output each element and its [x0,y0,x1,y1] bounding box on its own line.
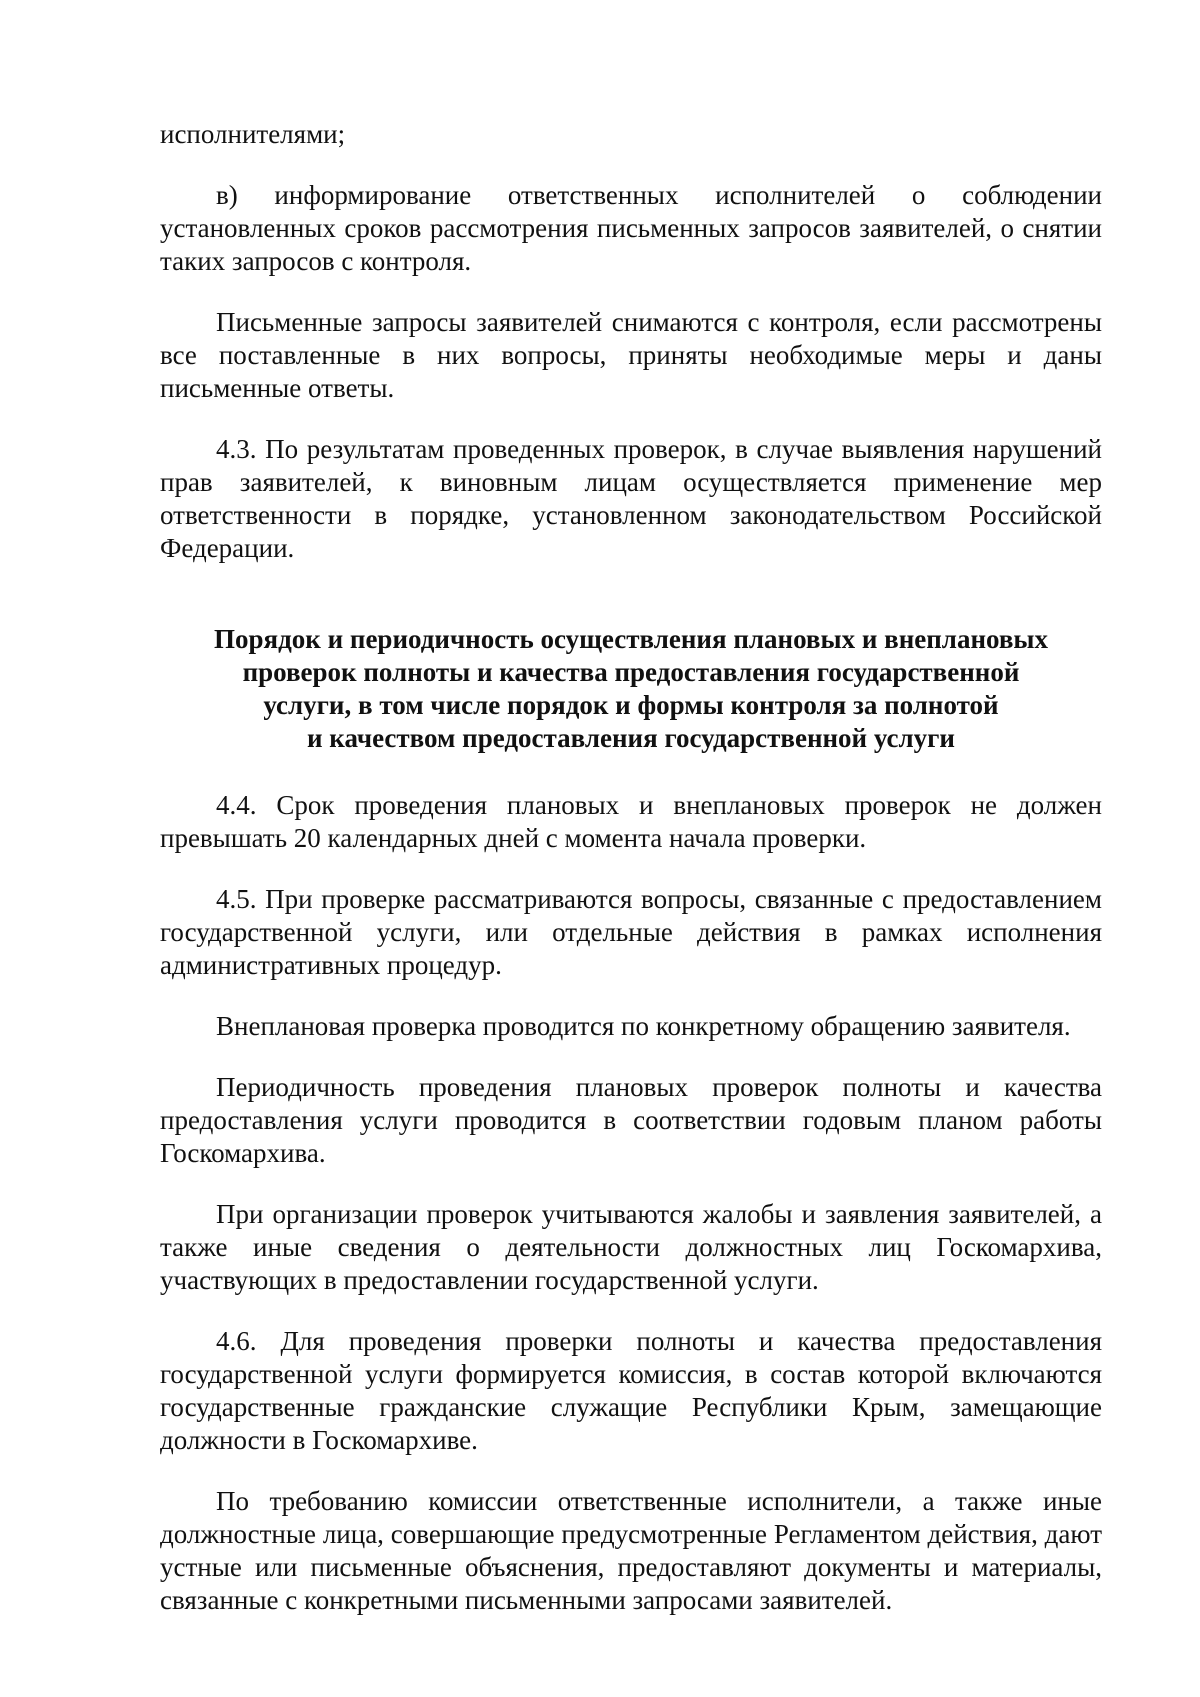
paragraph-periodicity: Периодичность проведения плановых проверок полноты и качества предоставления услуги проводится в соответствии годовым планом работы Госкомархива. [160,1072,1102,1168]
paragraph-4-3: 4.3. По результатам проведенных проверок, в случае выявления нарушений прав заявителей, к виновным лицам осуществляется применение мер ответственности в порядке, установленном законодательством Российской Федерации. [160,434,1102,563]
paragraph-removal-from-control: Письменные запросы заявителей снимаются с контроля, если рассмотрены все поставленные в них вопросы, приняты необходимые меры и даны письменные ответы. [160,307,1102,403]
paragraph-4-4: 4.4. Срок проведения плановых и внеплановых проверок не должен превышать 20 календарных дней с момента начала проверки. [160,790,1102,853]
document-body [160,118,1102,1645]
paragraph-commission-request: По требованию комиссии ответственные исполнители, а также иные должностные лица, совершающие предусмотренные Регламентом действия, дают устные или письменные объяснения, предоставляют документы и материалы, связанные с конкретными письменными запросами заявителей. [160,1486,1102,1615]
paragraph-unscheduled-check: Внеплановая проверка проводится по конкретному обращению заявителя. [216,1011,1071,1041]
heading-line: услуги, в том числе порядок и формы контроля за полнотой [263,690,999,720]
paragraph-continuation: исполнителями; [160,119,346,149]
paragraph-complaints: При организации проверок учитываются жалобы и заявления заявителей, а также иные сведения о деятельности должностных лиц Госкомархива, участвующих в предоставлении государственной услуги. [160,1199,1102,1295]
section-heading [160,623,1102,755]
heading-line: и качеством предоставления государственной услуги [307,723,955,753]
paragraph-4-6: 4.6. Для проведения проверки полноты и качества предоставления государственной услуги формируется комиссия, в состав которой включаются государственные гражданские служащие Республики Крым, замещающие должности в Госкомархиве. [160,1326,1102,1455]
heading-line: Порядок и периодичность осуществления плановых и внеплановых [214,624,1048,654]
paragraph-item-v: в) информирование ответственных исполнителей о соблюдении установленных сроков рассмотрения письменных запросов заявителей, о снятии таких запросов с контроля. [160,180,1102,276]
paragraph-4-5: 4.5. При проверке рассматриваются вопросы, связанные с предоставлением государственной услуги, или отдельные действия в рамках исполнения административных процедур. [160,884,1102,980]
heading-line: проверок полноты и качества предоставления государственной [242,657,1020,687]
